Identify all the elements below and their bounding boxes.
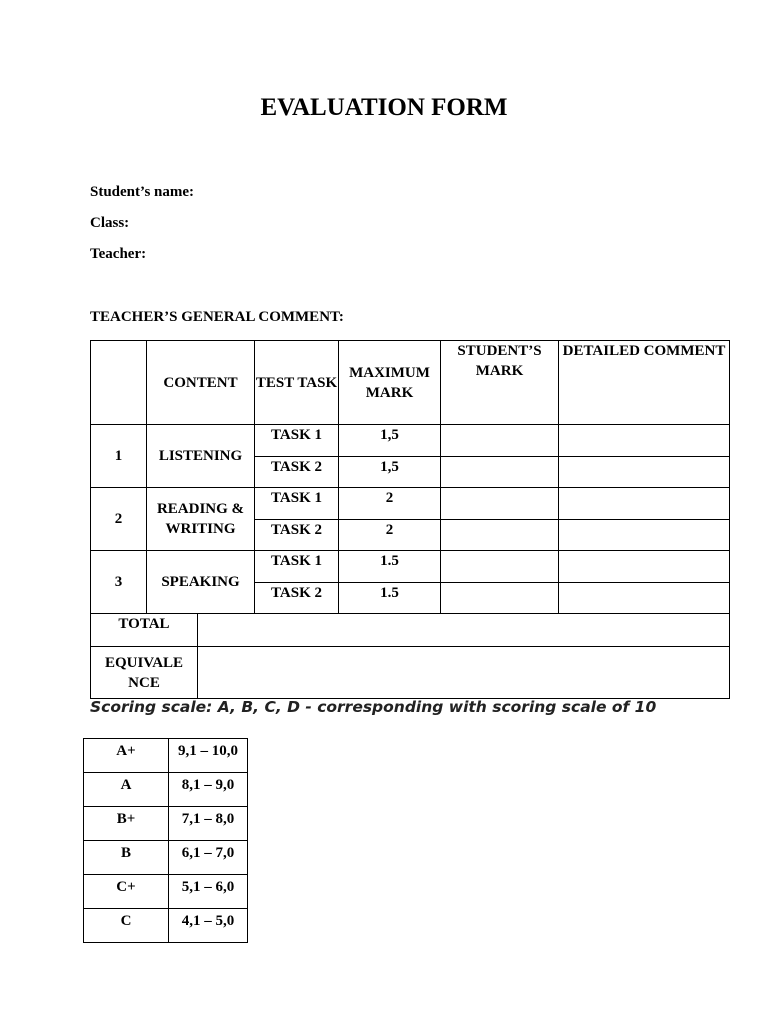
page-title: EVALUATION FORM [260,94,508,121]
task-label: TASK 2 [255,520,339,551]
max-mark: 1.5 [339,551,441,583]
range-cell: 9,1 – 10,0 [169,739,248,773]
comment-cell[interactable] [559,520,730,551]
grade-cell: C+ [84,875,169,909]
equivalence-label: EQUIVALE NCE [91,647,198,699]
header-content: CONTENT [147,341,255,425]
scoring-scale-title: Scoring scale: A, B, C, D - corresponding with scoring scale of 10 [90,698,657,716]
max-mark: 1,5 [339,425,441,457]
grade-cell: A+ [84,739,169,773]
students-mark-cell[interactable] [441,520,559,551]
general-comment-label: TEACHER’S GENERAL COMMENT: [90,309,344,325]
students-mark-cell[interactable] [441,425,559,457]
range-cell: 4,1 – 5,0 [169,909,248,943]
header-students-mark: STUDENT’S MARK [441,341,559,425]
comment-cell[interactable] [559,425,730,457]
task-label: TASK 2 [255,457,339,488]
max-mark: 1,5 [339,457,441,488]
header-detailed-comment: DETAILED COMMENT [559,341,730,425]
grade-cell: C [84,909,169,943]
students-mark-cell[interactable] [441,583,559,614]
student-name-label: Student’s name: [90,184,195,200]
total-label: TOTAL [91,614,198,647]
range-cell: 6,1 – 7,0 [169,841,248,875]
grade-cell: B+ [84,807,169,841]
max-mark: 2 [339,520,441,551]
comment-cell[interactable] [559,551,730,583]
task-label: TASK 1 [255,551,339,583]
comment-cell[interactable] [559,583,730,614]
section-content: LISTENING [147,425,255,488]
max-mark: 1.5 [339,583,441,614]
header-test-task: TEST TASK [255,341,339,425]
grade-cell: A [84,773,169,807]
comment-cell[interactable] [559,457,730,488]
equivalence-value-cell[interactable] [198,647,730,699]
section-number: 2 [91,488,147,551]
section-number: 1 [91,425,147,488]
task-label: TASK 2 [255,583,339,614]
students-mark-cell[interactable] [441,551,559,583]
students-mark-cell[interactable] [441,457,559,488]
total-value-cell[interactable] [198,614,730,647]
comment-cell[interactable] [559,488,730,520]
header-maximum-mark: MAXIMUM MARK [339,341,441,425]
range-cell: 5,1 – 6,0 [169,875,248,909]
students-mark-cell[interactable] [441,488,559,520]
section-content: SPEAKING [147,551,255,614]
grade-cell: B [84,841,169,875]
class-label: Class: [90,215,130,231]
range-cell: 8,1 – 9,0 [169,773,248,807]
task-label: TASK 1 [255,425,339,457]
range-cell: 7,1 – 8,0 [169,807,248,841]
scoring-scale-table [83,738,248,943]
evaluation-table [90,340,730,699]
section-number: 3 [91,551,147,614]
teacher-label: Teacher: [90,246,147,262]
header-number-cell [91,341,147,425]
max-mark: 2 [339,488,441,520]
task-label: TASK 1 [255,488,339,520]
section-content: READING & WRITING [147,488,255,551]
